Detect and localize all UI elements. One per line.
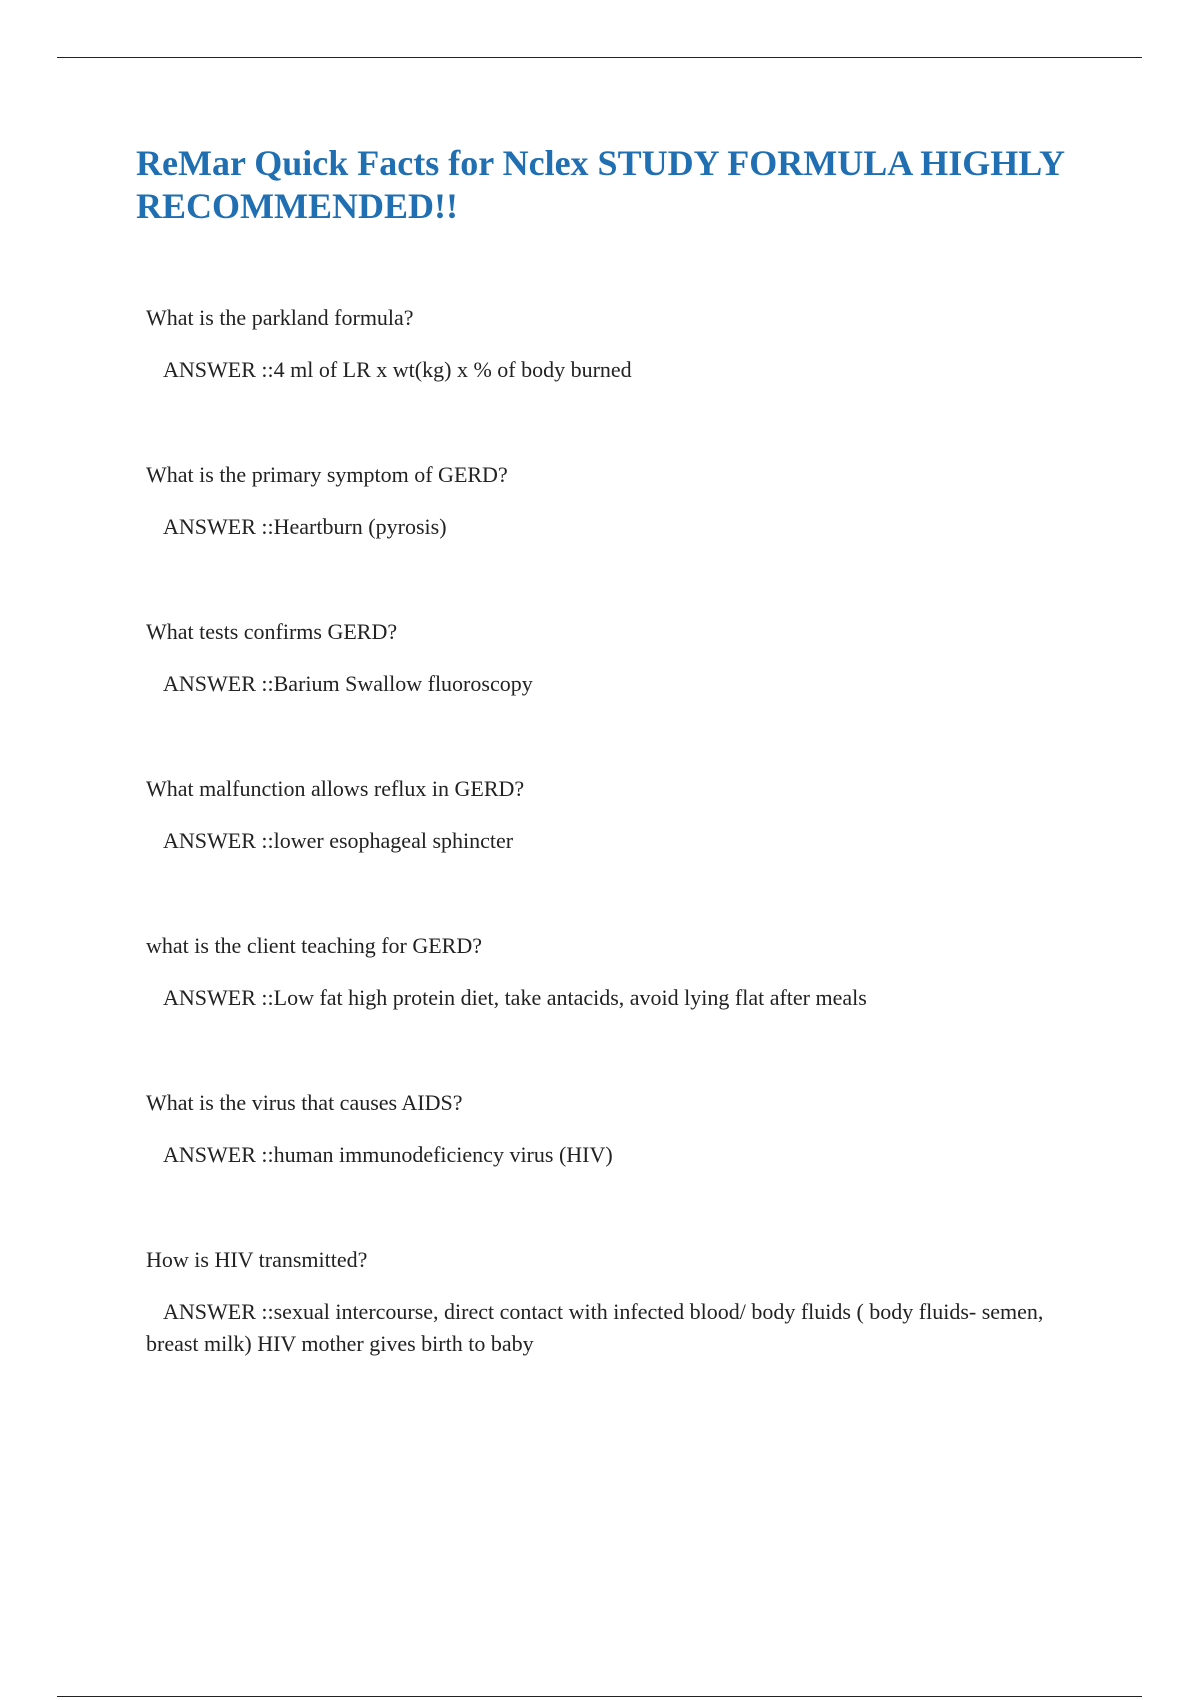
answer-value: 4 ml of LR x wt(kg) x % of body burned <box>273 357 632 382</box>
qa-item <box>146 616 1086 773</box>
question-text: what is the client teaching for GERD? <box>146 933 483 958</box>
answer-prefix: ANSWER :: <box>163 514 274 539</box>
question-text: What is the parkland formula? <box>146 305 414 330</box>
answer-prefix: ANSWER :: <box>163 357 274 382</box>
answer-prefix: ANSWER :: <box>163 1142 274 1167</box>
answer-value: human immunodeficiency virus (HIV) <box>273 1142 613 1167</box>
document-title: ReMar Quick Facts for Nclex STUDY FORMULA HIGHLY RECOMMENDED!! <box>136 143 1064 226</box>
question-text: What malfunction allows reflux in GERD? <box>146 776 525 801</box>
answer-text <box>146 1139 1086 1171</box>
answer-text <box>146 1296 1086 1360</box>
question-text: How is HIV transmitted? <box>146 1247 368 1272</box>
qa-item <box>146 1244 1086 1401</box>
qa-item <box>146 459 1086 616</box>
answer-text <box>146 982 1086 1014</box>
footer-rule <box>57 1696 1142 1697</box>
header-rule <box>57 57 1142 58</box>
answer-prefix: ANSWER :: <box>163 671 274 696</box>
answer-value: Low fat high protein diet, take antacids, avoid lying flat after meals <box>273 985 867 1010</box>
answer-text <box>146 354 1086 386</box>
answer-value: Heartburn (pyrosis) <box>273 514 447 539</box>
qa-item <box>146 302 1086 459</box>
answer-prefix: ANSWER :: <box>163 1299 274 1324</box>
question-text: What is the virus that causes AIDS? <box>146 1090 463 1115</box>
answer-prefix: ANSWER :: <box>163 828 274 853</box>
qa-list <box>146 302 1086 1401</box>
answer-value: Barium Swallow fluoroscopy <box>273 671 533 696</box>
qa-item <box>146 930 1086 1087</box>
answer-text <box>146 511 1086 543</box>
answer-value: lower esophageal sphincter <box>273 828 514 853</box>
answer-text <box>146 825 1086 857</box>
answer-value: sexual intercourse, direct contact with infected blood/ body fluids ( body fluids- semen, breast milk) HIV mother gives birth to baby <box>146 1299 1044 1356</box>
question-text: What is the primary symptom of GERD? <box>146 462 508 487</box>
answer-prefix: ANSWER :: <box>163 985 274 1010</box>
answer-text <box>146 668 1086 700</box>
qa-item <box>146 773 1086 930</box>
question-text: What tests confirms GERD? <box>146 619 398 644</box>
qa-item <box>146 1087 1086 1244</box>
